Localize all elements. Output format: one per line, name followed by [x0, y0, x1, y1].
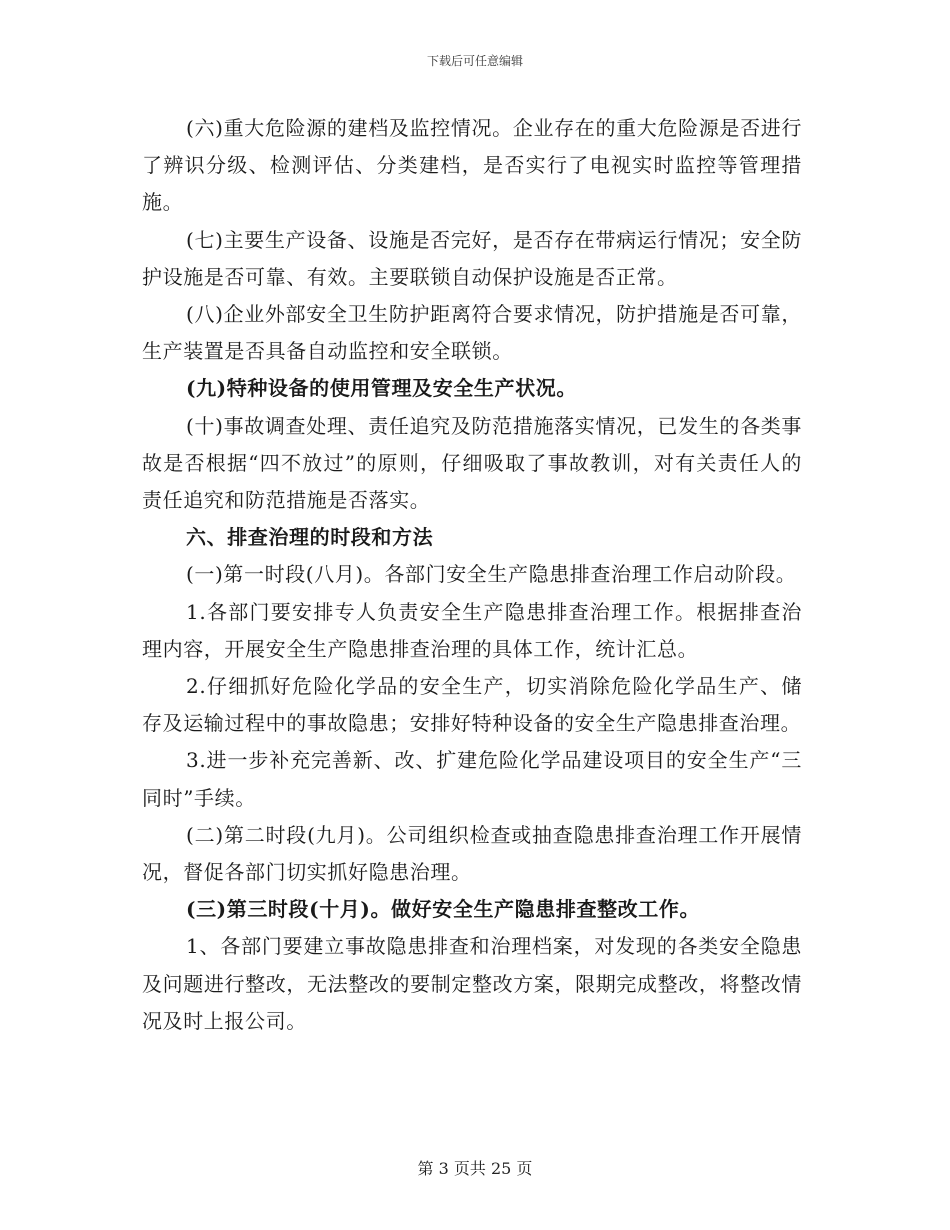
page-number-footer: 第 3 页共 25 页 — [417, 1159, 533, 1178]
paragraph-bold: (九)特种设备的使用管理及安全生产状况。 — [186, 376, 577, 401]
paragraph: (二)第二时段(九月)。公司组织检查或抽查隐患排查治理工作开展情况，督促各部门切实抓好隐患治理。 — [142, 822, 802, 885]
paragraph: (八)企业外部安全卫生防护距离符合要求情况，防护措施是否可靠，生产装置是否具备自动监控和安全联锁。 — [142, 302, 802, 364]
paragraph: 1.各部门要安排专人负责安全生产隐患排查治理工作。根据排查治理内容，开展安全生产隐患排查治理的具体工作，统计汇总。 — [142, 599, 802, 661]
page-header-note: 下载后可任意编辑 — [426, 54, 523, 68]
paragraph-bold: (三)第三时段(十月)。做好安全生产隐患排查整改工作。 — [186, 897, 701, 922]
paragraph: 3.进一步补充完善新、改、扩建危险化学品建设项目的安全生产“三同时”手续。 — [142, 748, 802, 810]
section-heading: 六、排查治理的时段和方法 — [186, 525, 434, 550]
paragraph: (七)主要生产设备、设施是否完好，是否存在带病运行情况；安全防护设施是否可靠、有效。主要联锁自动保护设施是否正常。 — [142, 227, 802, 289]
paragraph: (六)重大危险源的建档及监控情况。企业存在的重大危险源是否进行了辨识分级、检测评估、分类建档，是否实行了电视实时监控等管理措施。 — [142, 116, 802, 215]
paragraph: (十)事故调查处理、责任追究及防范措施落实情况，已发生的各类事故是否根据“四不放过”的原则，仔细吸取了事故教训，对有关责任人的责任追究和防范措施是否落实。 — [142, 413, 802, 513]
paragraph: 2.仔细抓好危险化学品的安全生产，切实消除危险化学品生产、储存及运输过程中的事故隐患；安排好特种设备的安全生产隐患排查治理。 — [142, 674, 802, 736]
paragraph: 1、各部门要建立事故隐患排查和治理档案，对发现的各类安全隐患及问题进行整改，无法整改的要制定整改方案，限期完成整改，将整改情况及时上报公司。 — [142, 934, 802, 1033]
document-body — [142, 110, 802, 1040]
paragraph: (一)第一时段(八月)。各部门安全生产隐患排查治理工作启动阶段。 — [186, 562, 797, 587]
